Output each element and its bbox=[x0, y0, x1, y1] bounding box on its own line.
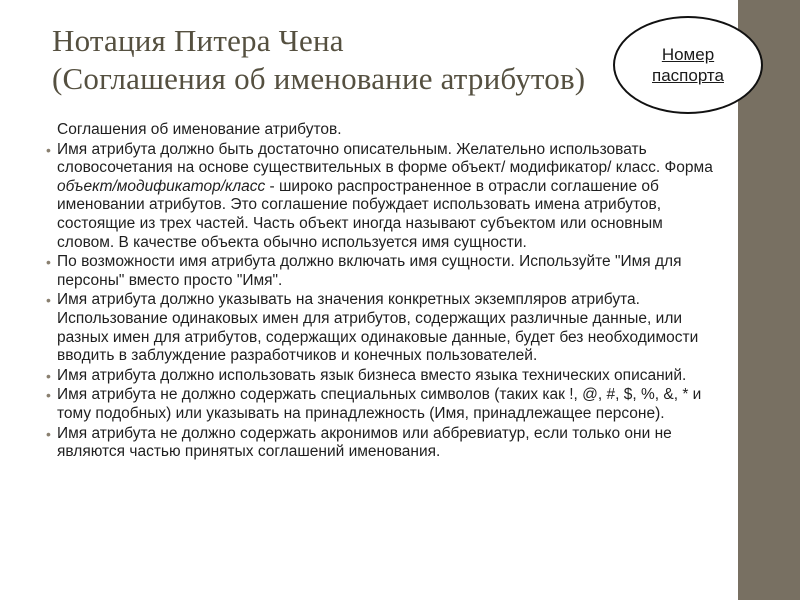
list-item bbox=[46, 424, 719, 462]
badge-line-1: Номер bbox=[661, 45, 715, 64]
slide-title bbox=[52, 22, 612, 98]
slide-body bbox=[46, 121, 719, 463]
bullet-text: Имя атрибута должно быть достаточно описательным. Желательно использовать словосочетания на основе существительных в форме объект/ модификатор/ класс. Форма bbox=[57, 140, 713, 177]
bullet-marker: • bbox=[46, 254, 51, 271]
bullet-text: По возможности имя атрибута должно включать имя сущности. Используйте "Имя для персоны" вместо просто "Имя". bbox=[57, 253, 682, 289]
intro-text: Соглашения об именование атрибутов. bbox=[57, 121, 342, 138]
list-item bbox=[46, 253, 719, 290]
list-item bbox=[46, 386, 719, 423]
list-item bbox=[46, 140, 719, 253]
bullet-marker: • bbox=[46, 425, 51, 442]
list-item bbox=[46, 366, 719, 386]
bullet-marker: • bbox=[46, 367, 51, 384]
bullet-text: Имя атрибута не должно содержать специальных символов (таких как !, @, #, $, %, &, * и тому подобных) или указывать на принадлежность (Имя, принадлежащее персоне). bbox=[57, 386, 702, 422]
list-item bbox=[46, 291, 719, 365]
passport-number-oval bbox=[613, 16, 763, 114]
bullet-text: Имя атрибута должно использовать язык бизнеса вместо языка технических описаний. bbox=[57, 366, 687, 384]
bullet-text: Имя атрибута должно указывать на значения конкретных экземпляров атрибута. Использование одинаковых имен для атрибутов, содержащих различные данные, или разных имен для атрибутов, содержащих одинаковые данные, будет без необходимости вводить в заблуждение разработчиков и конечных пользователей. bbox=[57, 291, 699, 365]
bullet-list bbox=[46, 140, 719, 462]
bullet-marker: • bbox=[46, 292, 51, 309]
title-line-1: Нотация Питера Чена bbox=[52, 23, 344, 58]
bullet-text-cont: - широко распространенное в отрасли соглашение об именовании атрибутов. Это соглашение побуждает использовать имена атрибутов, состоящие из трех частей. Часть объект иногда называют субъектом или основным словом. В качестве объекта обычно используется имя сущности. bbox=[57, 177, 663, 251]
bullet-marker: • bbox=[46, 387, 51, 404]
badge-line-2: паспорта bbox=[652, 66, 724, 85]
bullet-marker: • bbox=[46, 141, 51, 158]
bullet-text: Имя атрибута не должно содержать акронимов или аббревиатур, если только они не являются частью принятых соглашений именования. bbox=[57, 424, 672, 461]
bullet-text-italic: объект/модификатор/класс bbox=[57, 177, 266, 195]
title-line-2: (Соглашения об именование атрибутов) bbox=[52, 61, 586, 96]
